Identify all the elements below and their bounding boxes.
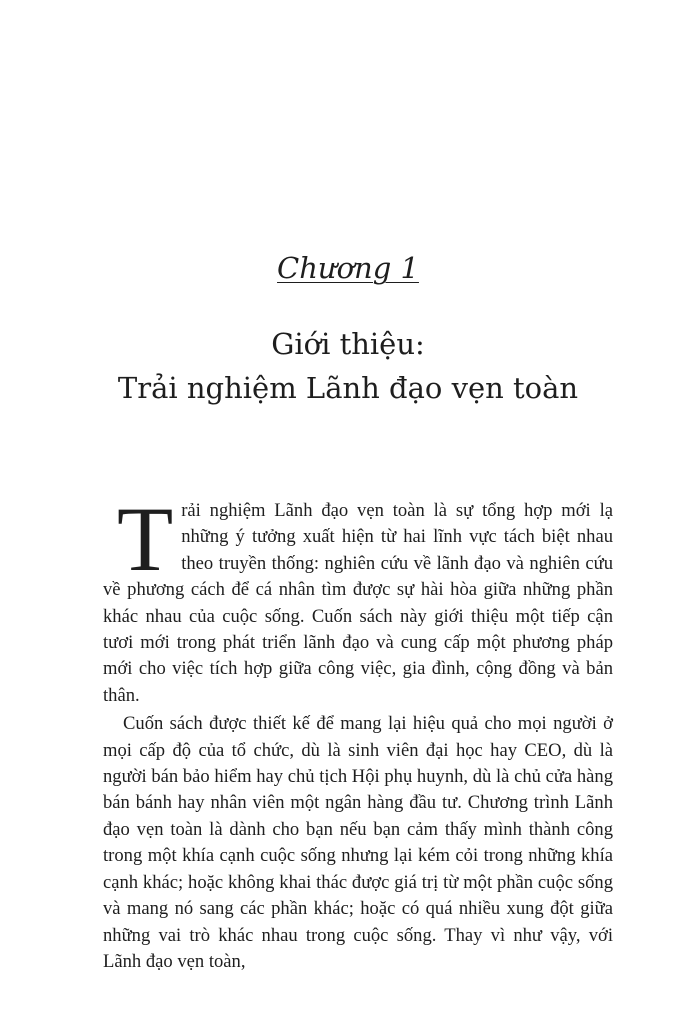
paragraph-2: Cuốn sách được thiết kế để mang lại hiệu quả cho mọi người ở mọi cấp độ của tổ chức, dù là sinh viên đại học hay CEO, dù là người bán bảo hiểm hay chủ tịch Hội phụ huynh, dù là chủ cửa hàng bán bánh hay nhân viên một ngân hàng đầu tư. Chương trình Lãnh đạo vẹn toàn là dành cho bạn nếu bạn cảm thấy mình thành công trong một khía cạnh cuộc sống nhưng lại kém cỏi trong những khía cạnh khác; hoặc không khai thác được giá trị từ một phần cuộc sống và mang nó sang các phần khác; hoặc có quá nhiều xung đột giữa những vai trò khác nhau trong cuộc sống. Thay vì như vậy, với Lãnh đạo vẹn toàn, (103, 713, 613, 972)
chapter-title-line-1: Giới thiệu: (271, 327, 425, 361)
chapter-title (0, 322, 696, 410)
drop-cap: T (117, 488, 174, 590)
chapter-title-line-2: Trải nghiệm Lãnh đạo vẹn toàn (117, 371, 579, 405)
paragraph-1-text: rải nghiệm Lãnh đạo vẹn toàn là sự tổng hợp mới lạ những ý tưởng xuất hiện từ hai lĩnh vực tách biệt nhau theo truyền thống: nghiên cứu về lãnh đạo và nghiên cứu về phương cách để cá nhân tìm được sự hài hòa giữa những phần khác nhau của cuộc sống. Cuốn sách này giới thiệu một tiếp cận tươi mới trong phát triển lãnh đạo và cung cấp một phương pháp mới cho việc tích hợp giữa công việc, gia đình, cộng đồng và bản thân. (103, 500, 613, 706)
chapter-label: Chương 1 (277, 251, 419, 285)
paragraph-1 (103, 488, 613, 709)
body-text (103, 488, 613, 975)
